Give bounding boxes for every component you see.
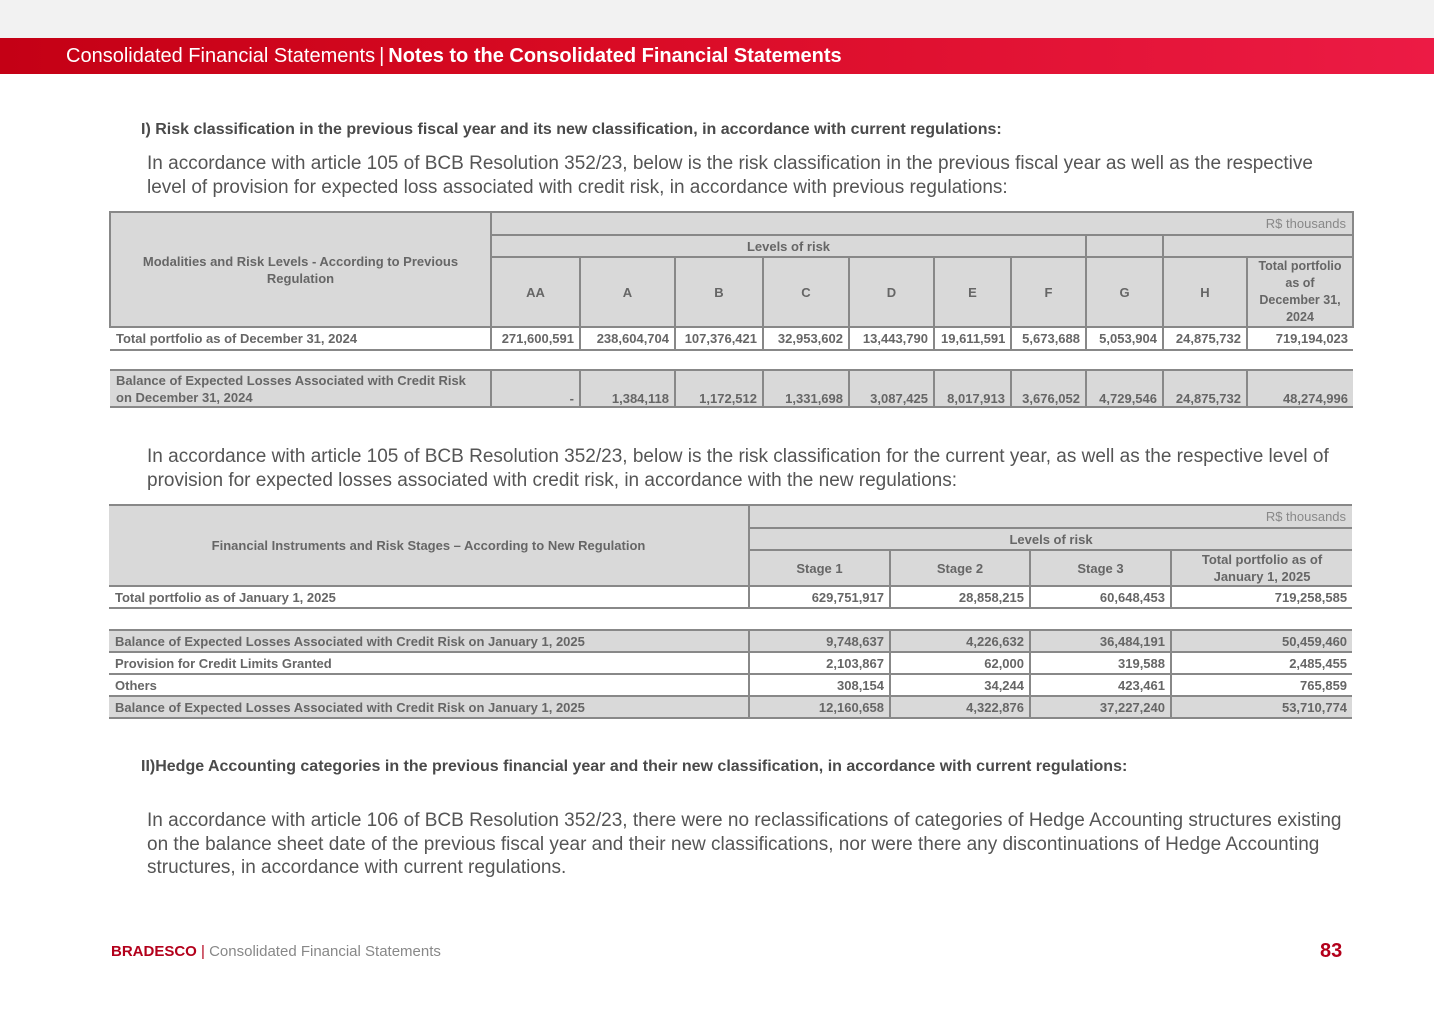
- table1-col-header: D: [849, 257, 934, 327]
- table2-col-header: Stage 1: [749, 550, 890, 586]
- table1-cell: 3,087,425: [849, 370, 934, 407]
- table2-cell: 34,244: [890, 674, 1030, 696]
- table-row: [109, 674, 1352, 696]
- table1-col-header: A: [580, 257, 675, 327]
- table2-cell: 2,485,455: [1171, 652, 1352, 674]
- table2-row-label: Balance of Expected Losses Associated with Credit Risk on January 1, 2025: [109, 630, 749, 652]
- table1-cell: 13,443,790: [849, 327, 934, 350]
- table1-cell: 48,274,996: [1247, 370, 1353, 407]
- table1-cell: 3,676,052: [1011, 370, 1086, 407]
- table2-cell: 629,751,917: [749, 586, 890, 608]
- table1-spacer: [110, 350, 1353, 370]
- section-1-title: I) Risk classification in the previous fiscal year and its new classification, in accordance with current regulations:: [141, 121, 1002, 138]
- table2-cell: 9,748,637: [749, 630, 890, 652]
- table2-spacer: [109, 608, 1352, 630]
- table2-cell: 319,588: [1030, 652, 1171, 674]
- table1-cell: 719,194,023: [1247, 327, 1353, 350]
- table-row: [109, 630, 1352, 652]
- table-row: [109, 696, 1352, 718]
- table2-cell: 37,227,240: [1030, 696, 1171, 718]
- table1-blank-cell: [1086, 235, 1163, 257]
- table1-col-header: C: [763, 257, 849, 327]
- table2-cell: 12,160,658: [749, 696, 890, 718]
- table2-cell: 4,226,632: [890, 630, 1030, 652]
- table1-col-header: G: [1086, 257, 1163, 327]
- table1-row-header: Modalities and Risk Levels - According to Previous Regulation: [110, 212, 491, 327]
- table-row: [109, 652, 1352, 674]
- table1-group-header: Levels of risk: [491, 235, 1086, 257]
- table1-cell: 24,875,732: [1163, 327, 1247, 350]
- table1-cell: 5,673,688: [1011, 327, 1086, 350]
- table2-cell: 719,258,585: [1171, 586, 1352, 608]
- table1-cell: 1,331,698: [763, 370, 849, 407]
- risk-stages-new-table: [109, 504, 1352, 719]
- table2-row-label: Balance of Expected Losses Associated with Credit Risk on January 1, 2025: [109, 696, 749, 718]
- footer: [111, 943, 441, 960]
- table1-cell: -: [491, 370, 580, 407]
- table-row: [110, 370, 1353, 407]
- table2-cell: 423,461: [1030, 674, 1171, 696]
- table1-cell: 8,017,913: [934, 370, 1011, 407]
- page-header: [0, 38, 1434, 74]
- table2-cell: 765,859: [1171, 674, 1352, 696]
- table2-cell: 308,154: [749, 674, 890, 696]
- table1-col-header: Total portfolio as of December 31, 2024: [1247, 257, 1353, 327]
- table-row: [109, 586, 1352, 608]
- table1-cell: 238,604,704: [580, 327, 675, 350]
- table1-col-header: F: [1011, 257, 1086, 327]
- table2-row-label: Provision for Credit Limits Granted: [109, 652, 749, 674]
- footer-brand: BRADESCO: [111, 943, 197, 960]
- table2-cell: 2,103,867: [749, 652, 890, 674]
- table2-cell: 36,484,191: [1030, 630, 1171, 652]
- table1-row-label: Total portfolio as of December 31, 2024: [110, 327, 491, 350]
- table2-units: R$ thousands: [749, 505, 1352, 528]
- table1-blank-cell: [1163, 235, 1353, 257]
- risk-classification-previous-table: [109, 211, 1354, 408]
- table2-cell: 4,322,876: [890, 696, 1030, 718]
- table1-cell: 5,053,904: [1086, 327, 1163, 350]
- table2-cell: 62,000: [890, 652, 1030, 674]
- header-separator: |: [379, 45, 385, 67]
- section-1b-intro: In accordance with article 105 of BCB Resolution 352/23, below is the risk classification for the current year, as well as the respective level of provision for expected losses associated with credit risk, in accordance with the new regulations:: [147, 446, 1329, 491]
- footer-text: Consolidated Financial Statements: [209, 943, 441, 960]
- table1-col-header: AA: [491, 257, 580, 327]
- table2-col-header: Stage 2: [890, 550, 1030, 586]
- table1-cell: 24,875,732: [1163, 370, 1247, 407]
- table1-cell: 1,172,512: [675, 370, 763, 407]
- footer-separator: |: [201, 943, 205, 960]
- section-1-intro: In accordance with article 105 of BCB Resolution 352/23, below is the risk classification in the previous fiscal year as well as the respective level of provision for expected loss associated with credit risk, in accordance with previous regulations:: [147, 153, 1313, 198]
- table1-row-label: Balance of Expected Losses Associated with Credit Risk on December 31, 2024: [110, 370, 491, 407]
- table2-cell: 60,648,453: [1030, 586, 1171, 608]
- table1-cell: 271,600,591: [491, 327, 580, 350]
- table2-cell: 53,710,774: [1171, 696, 1352, 718]
- table2-row-label: Others: [109, 674, 749, 696]
- table1-cell: 1,384,118: [580, 370, 675, 407]
- table2-group-header: Levels of risk: [749, 528, 1352, 550]
- table2-cell: 28,858,215: [890, 586, 1030, 608]
- page-number: 83: [1320, 940, 1343, 962]
- section-2-title: II)Hedge Accounting categories in the previous financial year and their new classification, in accordance with current regulations:: [141, 758, 1128, 775]
- table2-col-header: Stage 3: [1030, 550, 1171, 586]
- table1-cell: 19,611,591: [934, 327, 1011, 350]
- table1-units: R$ thousands: [491, 212, 1353, 235]
- section-2-body: In accordance with article 106 of BCB Resolution 352/23, there were no reclassifications of categories of Hedge Accounting structures existing on the balance sheet date of the previous fiscal year and their new classifications, nor were there any discontinuations of Hedge Accounting structures, in accordance with current regulations.: [147, 810, 1342, 878]
- table1-col-header: E: [934, 257, 1011, 327]
- table1-col-header: H: [1163, 257, 1247, 327]
- table1-cell: 32,953,602: [763, 327, 849, 350]
- table2-row-header: Financial Instruments and Risk Stages – According to New Regulation: [109, 505, 749, 586]
- table-row: [110, 327, 1353, 350]
- table2-col-header: Total portfolio as of January 1, 2025: [1171, 550, 1352, 586]
- table1-cell: 4,729,546: [1086, 370, 1163, 407]
- header-title: Notes to the Consolidated Financial Statements: [388, 45, 842, 67]
- table1-cell: 107,376,421: [675, 327, 763, 350]
- table2-row-label: Total portfolio as of January 1, 2025: [109, 586, 749, 608]
- table1-col-header: B: [675, 257, 763, 327]
- table2-cell: 50,459,460: [1171, 630, 1352, 652]
- header-section: Consolidated Financial Statements: [66, 45, 376, 67]
- top-strip: [0, 0, 1434, 38]
